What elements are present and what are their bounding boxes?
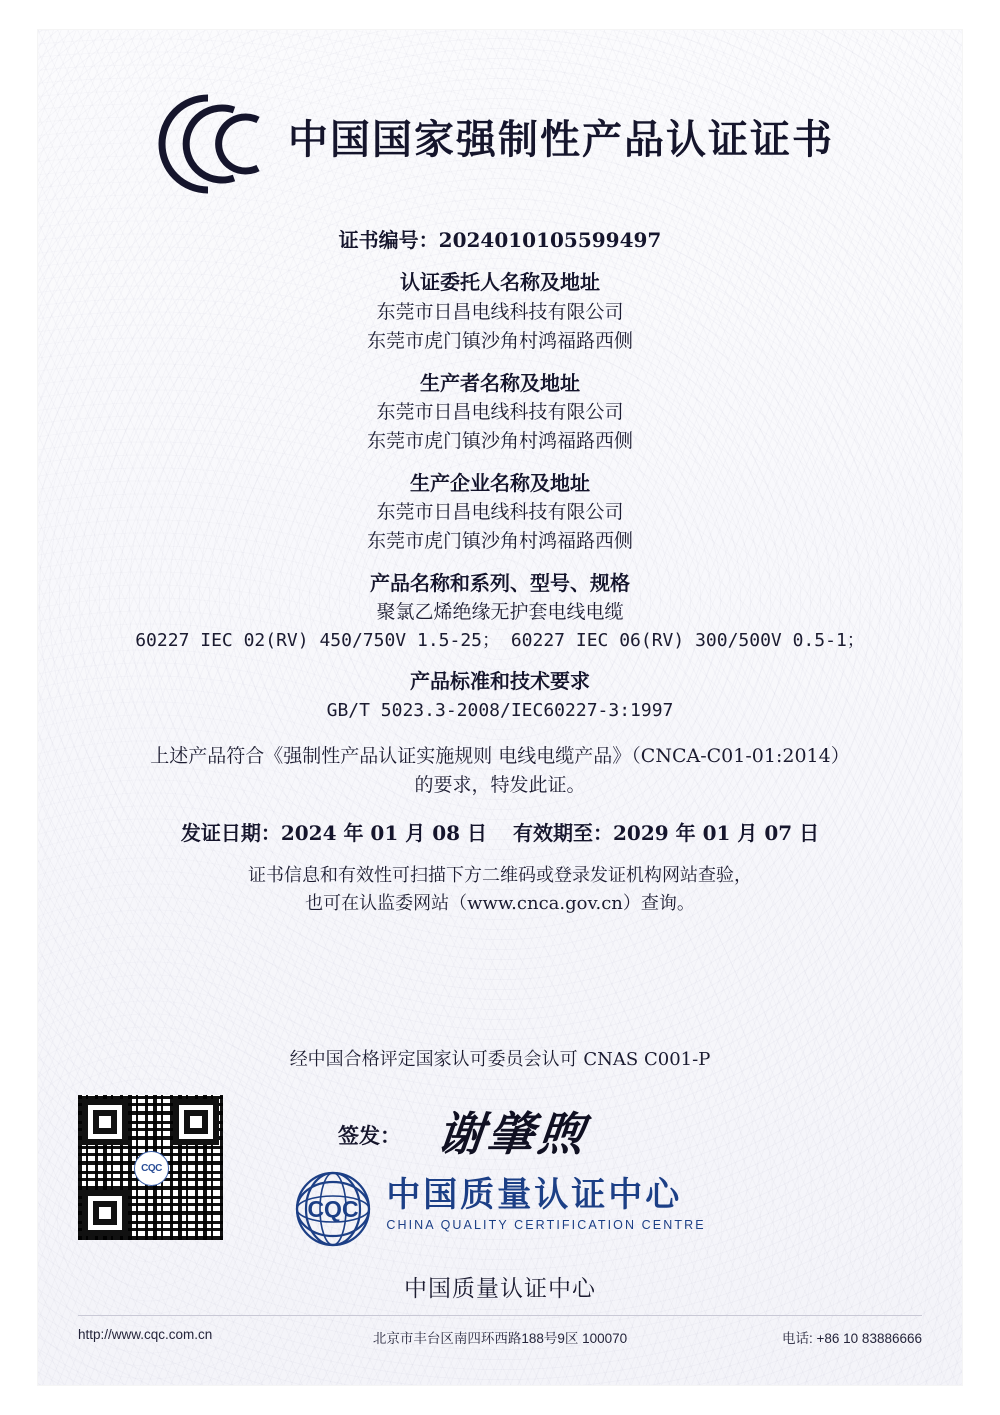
ccc-logo-icon <box>148 90 278 198</box>
verification-note-line-2: 也可在认监委网站（www.cnca.gov.cn）查询。 <box>305 892 695 914</box>
signature-label: 签发： <box>338 1123 401 1148</box>
signature-row <box>338 1100 758 1170</box>
signature-name: 谢肇煦 <box>434 1107 591 1161</box>
footer <box>78 1325 922 1351</box>
applicant-address: 东莞市虎门镇沙角村鸿福路西侧 <box>366 329 633 352</box>
issuer-sub-name: 中国质量认证中心 <box>404 1276 596 1302</box>
section-heading-manufacturer: 生产企业名称及地址 <box>410 470 590 495</box>
certificate-body <box>38 225 962 917</box>
section-heading-product: 产品名称和系列、型号、规格 <box>370 570 630 595</box>
verification-note <box>38 862 962 917</box>
manufacturer-address: 东莞市虎门镇沙角村鸿福路西侧 <box>366 529 633 552</box>
issue-date-value: 2024 年 01 月 08 日 <box>280 820 487 845</box>
page-title: 中国国家强制性产品认证证书 <box>288 116 834 163</box>
certificate-header <box>38 90 962 200</box>
verification-note-line-1: 证书信息和有效性可扫描下方二维码或登录发证机构网站查验， <box>248 865 752 887</box>
standard-value: GB/T 5023.3-2008/IEC60227-3:1997 <box>326 699 674 721</box>
svg-text:CQC: CQC <box>307 1196 359 1222</box>
footer-address: 北京市丰台区南四环西路188号9区 100070 <box>372 1331 628 1346</box>
producer-address: 东莞市虎门镇沙角村鸿福路西侧 <box>366 429 633 452</box>
valid-until-value: 2029 年 01 月 07 日 <box>613 820 820 845</box>
issue-date-label: 发证日期： <box>180 820 281 845</box>
producer-name: 东莞市日昌电线科技有限公司 <box>376 400 624 423</box>
qr-center-logo: CQC <box>134 1151 169 1186</box>
valid-until-label: 有效期至： <box>513 820 613 845</box>
section-heading-applicant: 认证委托人名称及地址 <box>400 270 600 295</box>
certificate-number-line <box>38 225 962 255</box>
cnas-accreditation-line: 经中国合格评定国家认可委员会认可 CNAS C001-P <box>289 1049 711 1070</box>
issuer-name-en: CHINA QUALITY CERTIFICATION CENTRE <box>386 1218 706 1233</box>
issuer-logo-block <box>38 1170 962 1248</box>
footer-phone: 电话: +86 10 83886666 <box>782 1331 922 1346</box>
compliance-statement-line-2: 的要求，特发此证。 <box>414 774 586 797</box>
validity-dates <box>38 818 962 848</box>
applicant-name: 东莞市日昌电线科技有限公司 <box>376 300 624 323</box>
compliance-statement-line-1: 上述产品符合《强制性产品认证实施规则 电线电缆产品》（CNCA-C01-01:2014） <box>150 745 850 768</box>
footer-website[interactable]: http://www.cqc.com.cn <box>78 1327 213 1342</box>
section-heading-producer: 生产者名称及地址 <box>420 370 580 395</box>
product-models: 60227 IEC 02(RV) 450/750V 1.5-25； 60227 IEC 06(RV) 300/500V 0.5-1； <box>135 630 865 652</box>
certificate-number-value: 2024010105599497 <box>438 228 662 252</box>
product-name: 聚氯乙烯绝缘无护套电线电缆 <box>376 601 624 624</box>
compliance-statement <box>38 742 962 800</box>
certificate-page <box>38 30 962 1385</box>
cqc-logo-icon <box>294 1170 372 1248</box>
footer-divider <box>78 1315 922 1316</box>
section-heading-standard: 产品标准和技术要求 <box>410 669 590 694</box>
manufacturer-name: 东莞市日昌电线科技有限公司 <box>376 501 624 524</box>
issuer-name-cn: 中国质量认证中心 <box>386 1175 683 1215</box>
certificate-number-label: 证书编号： <box>338 228 439 252</box>
